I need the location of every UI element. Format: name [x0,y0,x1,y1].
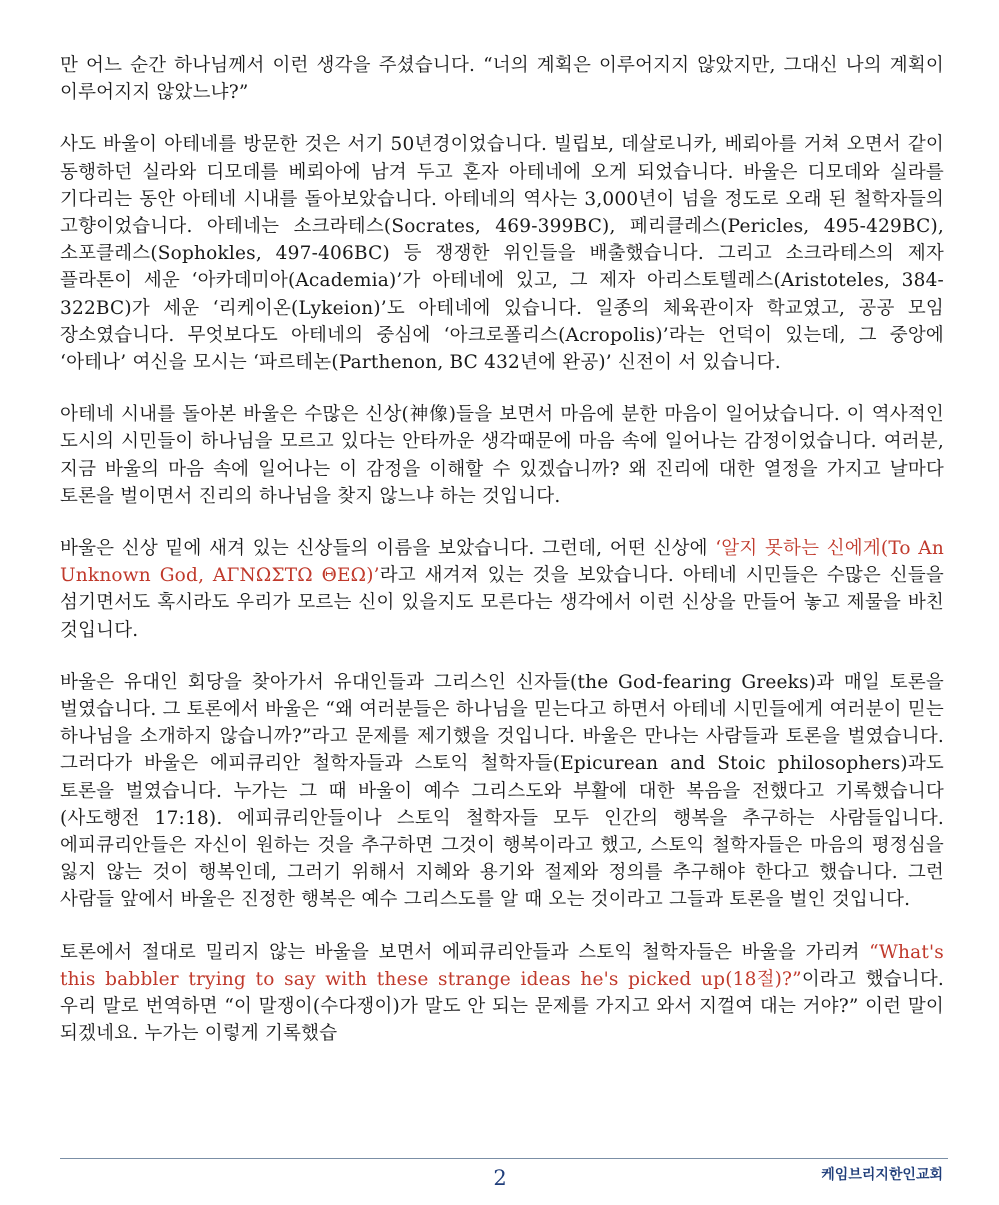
paragraph-text: 아테네 시내를 돌아본 바울은 수많은 신상(神像)들을 보면서 마음에 분한 마음이 일어났습니다. 이 역사적인 도시의 시민들이 하나님을 모르고 있다는 안타까운 생각때문에 마음 속에 일어나는 감정이었습니다. 여러분, 지금 바울의 마음 속에 일어나는 이 감정을 이해할 수 있겠습니까? 왜 진리에 대한 열정을 가지고 날마다 토론을 벌이면서 진리의 하나님을 찾지 않느냐 하는 것입니다. [60,404,944,507]
highlighted-quote: “What's this babbler trying to say with these strange ideas he's picked up(18절)?” [60,941,944,990]
footer-divider [60,1158,948,1159]
page-number: 2 [493,1166,507,1190]
paragraph [60,939,944,1048]
sermon-body [60,52,944,1073]
highlighted-quote: ‘알지 못하는 신에게(To An Unknown God, ΑΓΝΩΣΤΩ ΘΕΩ)’ [60,538,944,587]
paragraph [60,52,944,106]
paragraph [60,535,944,644]
paragraph-text: 바울은 유대인 회당을 찾아가서 유대인들과 그리스인 신자들(the God-fearing Greeks)과 매일 토론을 벌였습니다. 그 토론에서 바울은 “왜 여러분들은 하나님을 믿는다고 하면서 아테네 시민들에게 여러분이 믿는 하나님을 소개하지 않습니까?”라고 문제를 제기했을 것입니다. 바울은 만나는 사람들과 토론을 벌였습니다. 그러다가 바울은 에피큐리안 철학자들과 스토익 철학자들(Epicurean and Stoic philosophers)과도 토론을 벌였습니다. 누가는 그 때 바울이 예수 그리스도와 부활에 대한 복음을 전했다고 기록했습니다(사도행전 17:18). 에피큐리안들이나 스토익 철학자들 모두 인간의 행복을 추구하는 사람들입니다. 에피큐리안들은 자신이 원하는 것을 추구하면 그것이 행복이라고 했고, 스토익 철학자들은 마음의 평정심을 잃지 않는 것이 행복인데, 그러기 위해서 지혜와 용기와 절제와 정의를 추구해야 한다고 했습니다. 그런 사람들 앞에서 바울은 진정한 행복은 예수 그리스도를 알 때 오는 것이라고 그들과 토론을 벌인 것입니다. [60,671,944,911]
paragraph-text: 바울은 신상 밑에 새겨 있는 신상들의 이름을 보았습니다. 그런데, 어떤 신상에 [60,538,716,560]
paragraph [60,131,944,376]
paragraph-text: 사도 바울이 아테네를 방문한 것은 서기 50년경이었습니다. 빌립보, 데살로니카, 베뢰아를 거쳐 오면서 같이 동행하던 실라와 디모데를 베뢰아에 남겨 두고 혼자 아테네에 오게 되었습니다. 바울은 디모데와 실라를 기다리는 동안 아테네 시내를 돌아보았습니다. 아테네의 역사는 3,000년이 넘을 정도로 오래 된 철학자들의 고향이었습니다. 아테네는 소크라테스(Socrates, 469-399BC), 페리클레스(Pericles, 495-429BC), 소포클레스(Sophokles, 497-406BC) 등 쟁쟁한 위인들을 배출했습니다. 그리고 소크라테스의 제자 플라톤이 세운 ‘아카데미아(Academia)’가 아테네에 있고, 그 제자 아리스토텔레스(Aristoteles, 384-322BC)가 세운 ‘리케이온(Lykeion)’도 아테네에 있습니다. 일종의 체육관이자 학교였고, 공공 모임 장소였습니다. 무엇보다도 아테네의 중심에 ‘아크로폴리스(Acropolis)’라는 언덕이 있는데, 그 중앙에 ‘아테나’ 여신을 모시는 ‘파르테논(Parthenon, BC 432년에 완공)’ 신전이 서 있습니다. [60,134,944,374]
paragraph-text: 라고 새겨져 있는 것을 보았습니다. 아테네 시민들은 수많은 신들을 섬기면서도 혹시라도 우리가 모르는 신이 있을지도 모른다는 생각에서 이런 신상을 만들어 놓고 제물을 바친 것입니다. [60,565,944,641]
church-name: 케임브리지한인교회 [821,1167,943,1183]
paragraph-text: 만 어느 순간 하나님께서 이런 생각을 주셨습니다. “너의 계획은 이루어지지 않았지만, 그대신 나의 계획이 이루어지지 않았느냐?” [60,55,944,104]
paragraph-text: 토론에서 절대로 밀리지 않는 바울을 보면서 에피큐리안들과 스토익 철학자들은 바울을 가리켜 [60,941,870,963]
paragraph [60,401,944,510]
paragraph [60,669,944,914]
paragraph-text: 이라고 했습니다. 우리 말로 번역하면 “이 말쟁이(수다쟁이)가 말도 안 되는 문제를 가지고 와서 지껄여 대는 거야?” 이런 말이 되겠네요. 누가는 이렇게 기록했습 [60,968,944,1045]
